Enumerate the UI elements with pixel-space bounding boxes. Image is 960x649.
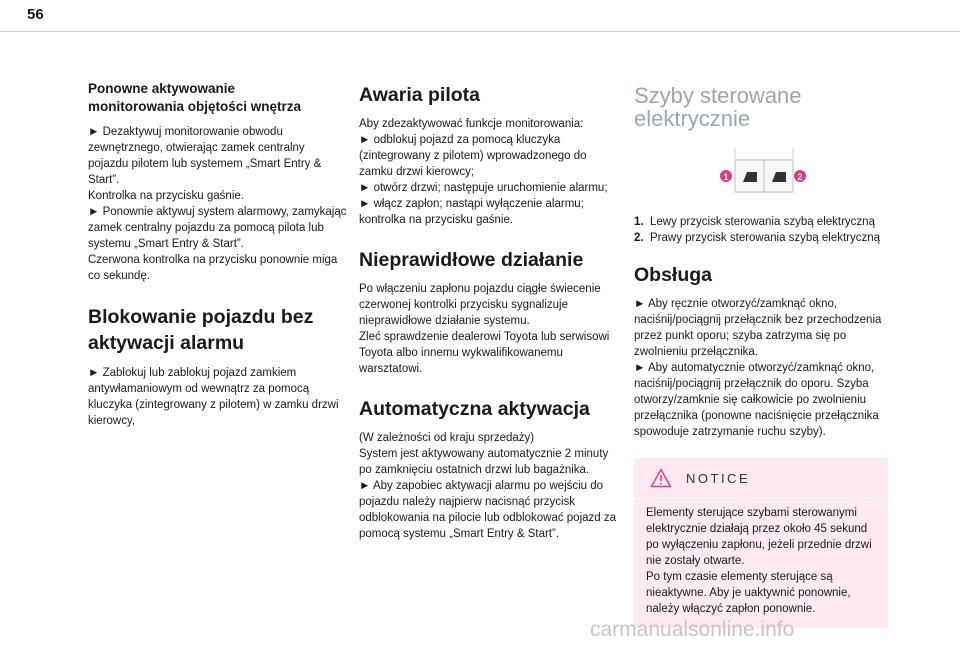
- badge-2-label: 2: [797, 172, 803, 182]
- legend-num: 1.: [634, 216, 644, 228]
- notice-box: [634, 458, 888, 628]
- warning-triangle-icon: [650, 468, 672, 488]
- notice-text: Elementy sterujące szybami sterowanymi elektrycznie działają przez około 45 sekund po wyłączeniu zapłonu, jeżeli przednie drzwi nie zostały otwarte. Po tym czasie elementy sterujące są nieaktywne. Aby je uaktywnić ponownie, należy włączyć zapłon ponownie.: [646, 507, 872, 615]
- column-1: [88, 80, 348, 429]
- text-remote-failure: Aby zdezaktywować funkcje monitorowania: ► odblokuj pojazd za pomocą kluczyka (zintegrowany z pilotem) wprowadzonego do zamku drzwi kierowcy; ► otwórz drzwi; następuje uruchomienie alarmu; ► włącz zapłon; nastąpi wyłączenie alarmu; kontrolka na przycisku gaśnie.: [359, 118, 608, 226]
- column-2: [359, 84, 619, 542]
- text-operation: ► Aby ręcznie otworzyć/zamknąć okno, naciśnij/pociągnij przełącznik bez przechodzenia przez punkt oporu; szyba zatrzyma się po zwolnieniu przełącznika. ► Aby automatycznie otworzyć/zamknąć okno, naciśnij/pociągnij przełącznik do oporu. Szyba otworzy/zamknie się całkowicie po zwolnieniu przełącznika (ponowne naciśnięcie przełącznika spowoduje zatrzymanie ruchu szyby).: [634, 298, 882, 438]
- text-malfunction: Po włączeniu zapłonu pojazdu ciągłe świecenie czerwonej kontrolki przycisku sygnalizuje nieprawidłowe działanie systemu. Zleć sprawdzenie dealerowi Toyota lub serwisowi Toyota albo innemu wykwalifikowanemu warsztatowi.: [359, 283, 610, 375]
- page-title-power-windows: Szyby sterowane elektrycznie: [634, 83, 802, 131]
- text-lock-without-alarm: ► Zablokuj lub zablokuj pojazd zamkiem antywłamaniowym od wewnątrz za pomocą kluczyka (zintegrowany z pilotem) w zamku drzwi kierowcy,: [88, 367, 339, 427]
- legend-num: 2.: [634, 232, 644, 244]
- badge-1-label: 1: [723, 172, 729, 182]
- text-auto-activation: (W zależności od kraju sprzedaży) System jest aktywowany automatycznie 2 minuty po zamknięciu ostatnich drzwi lub bagażnika. ► Aby zapobiec aktywacji alarmu po wejściu do pojazdu należy najpierw nacisnąć przycisk odblokowania na pilocie lub odblokować pojazd za pomocą systemu „Smart Entry & Start”.: [359, 432, 617, 540]
- column-3: [634, 84, 896, 628]
- top-divider: [0, 31, 960, 32]
- legend-text: Prawy przycisk sterowania szybą elektryczną: [650, 232, 881, 244]
- notice-header: [646, 466, 876, 490]
- window-switch-figure: [634, 138, 896, 200]
- heading-remote-failure: Awaria pilota: [359, 84, 481, 106]
- heading-operation: Obsługa: [634, 264, 713, 286]
- legend-text: Lewy przycisk sterowania szybą elektryczną: [650, 216, 875, 228]
- notice-title: NOTICE: [686, 470, 751, 486]
- heading-malfunction: Nieprawidłowe działanie: [359, 249, 584, 271]
- legend-item: [634, 214, 896, 230]
- heading-auto-activation: Automatyczna aktywacja: [359, 398, 590, 420]
- text-reactivate-monitoring: ► Dezaktywuj monitorowanie obwodu zewnętrznego, otwierając zamek centralny pojazdu pilotem lub systemem „Smart Entry & Start”. Kontrolka na przycisku gaśnie. ► Ponownie aktywuj system alarmowy, zamykając zamek centralny pojazdu za pomocą pilota lub systemu „Smart Entry & Start”. Czerwona kontrolka na przycisku ponownie miga co sekundę.: [88, 126, 347, 282]
- page-number: 56: [27, 6, 44, 23]
- heading-lock-without-alarm: Blokowanie pojazdu bez aktywacji alarmu: [88, 306, 314, 354]
- notice-divider: [634, 498, 888, 499]
- watermark: carmanualsonline.info: [590, 618, 795, 641]
- window-switch-icon: [698, 138, 808, 200]
- heading-reactivate-monitoring: Ponowne aktywowanie monitorowania objętości wnętrza: [88, 81, 302, 114]
- legend-item: [634, 230, 896, 246]
- figure-legend: [634, 214, 896, 246]
